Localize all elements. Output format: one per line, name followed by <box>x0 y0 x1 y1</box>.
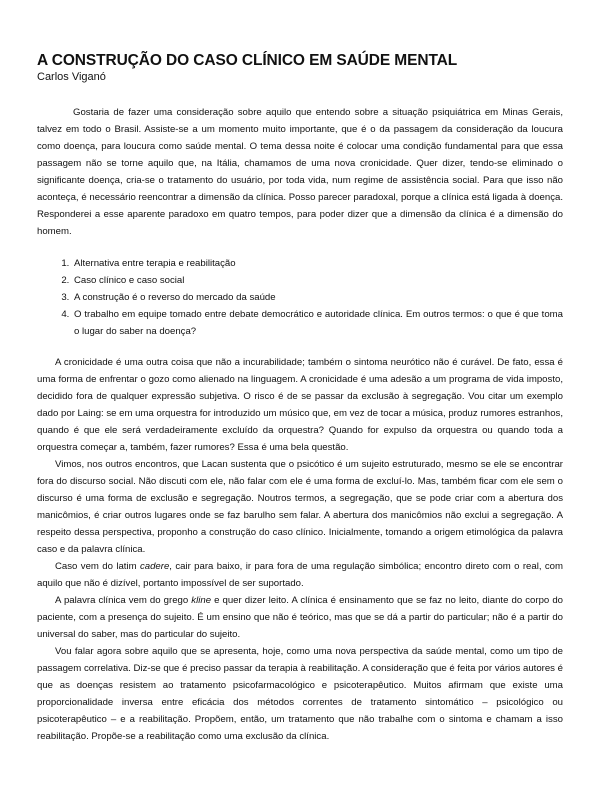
topics-list <box>37 255 563 340</box>
page-title: A CONSTRUÇÃO DO CASO CLÍNICO EM SAÚDE MENTAL <box>37 52 458 69</box>
body-paragraph <box>37 592 563 643</box>
topic-item: 1. Alternativa entre terapia e reabilitação <box>72 255 563 272</box>
author-name: Carlos Viganó <box>37 71 106 83</box>
body-text: e quer dizer leito. A clínica é ensinamento que se faz no leito, diante do corpo do paciente, com a presença do sujeito. É um ensino que não é teórico, mas que se dá a partir do particular; não é a partir do universal do saber, mas do particular do sujeito. <box>37 595 563 640</box>
body-paragraph <box>37 558 563 592</box>
body-text: , cair para baixo, ir para fora de uma regulação simbólica; encontro direto com o real, com aquilo que não é dizível, portanto impossível de ser suportado. <box>37 561 563 589</box>
body-text: Caso vem do latim <box>55 561 140 572</box>
intro-paragraph: Gostaria de fazer uma consideração sobre aquilo que entendo sobre a situação psiquiátrica em Minas Gerais, talvez em todo o Brasil. Assiste-se a um momento muito importante, que é o da passagem da consideração da loucura como doença, para loucura como saúde mental. O tema dessa noite é colocar uma condição fundamental para que essa passagem não se torne aquilo que, na Itália, chamamos de uma nova cronicidade. Quer dizer, tendo-se eliminado o significante doença, cria-se o tratamento do usuário, por toda vida, num regime de assistência social. Para que isso não aconteça, é necessário reencontrar a dimensão da clínica. Posso parecer paradoxal, porque a clínica está ligada à doença. Responderei a esse aparente paradoxo em quatro tempos, para poder dizer que a dimensão da clínica é a dimensão do homem. <box>37 107 563 237</box>
topic-item: 3. A construção é o reverso do mercado da saúde <box>72 289 563 306</box>
body-text: A palavra clínica vem do grego <box>55 595 192 606</box>
body-paragraph: Vimos, nos outros encontros, que Lacan sustenta que o psicótico é um sujeito estruturado, mesmo se ele se encontrar fora do discurso social. Não discuti com ele, não falar com ele é uma forma de excluí-lo. Mas, também ficar com ele sem o discurso é uma forma de exclusão e segregação. Noutros termos, a segregação, que se pode criar com a abertura dos manicômios, é criar outros lugares onde se faz barulho sem falar. A abertura dos manicômios não exclui a segregação. A respeito dessa perspectiva, proponho a construção do caso clínico. Inicialmente, tomando a origem etimológica da palavra caso e da palavra clínica. <box>37 459 563 555</box>
topic-item: 4. O trabalho em equipe tomado entre debate democrático e autoridade clínica. Em outros termos: o que é que toma o lugar do saber na doença? <box>72 306 563 340</box>
latin-term: cadere <box>139 561 170 572</box>
greek-term: kline <box>191 595 212 606</box>
topic-item: 2. Caso clínico e caso social <box>72 272 563 289</box>
body-paragraph: A cronicidade é uma outra coisa que não a incurabilidade; também o sintoma neurótico não é curável. De fato, essa é uma forma de enfrentar o gozo como alienado na linguagem. A cronicidade é uma adesão a um programa de vida imposto, decidido fora de qualquer expressão subjetiva. O risco é de se passar da exclusão à segregação. Vou citar um exemplo dado por Laing: se em uma orquestra for introduzido um músico que, em vez de tocar a música, produz rumores estranhos, quando é que ele será verdadeiramente excluído da orquestra? Quando for expulso da orquestra ou quando toda a orquestra começar a, também, fazer rumores? Essa é uma bela questão. <box>37 357 563 453</box>
body-paragraph: Vou falar agora sobre aquilo que se apresenta, hoje, como uma nova perspectiva da saúde mental, como um tipo de passagem correlativa. Diz-se que é preciso passar da terapia à reabilitação. A consideração que é feita por vários autores é que as doenças resistem ao tratamento psicofarmacológico e psicoterapêutico. Muitos afirmam que existe uma proporcionalidade inversa entre eficácia dos métodos correntes de tratamento sintomático – psicológico ou psicoterapêutico – e a reabilitação. Propõem, então, um tratamento que não trabalhe com o sintoma e chamam a isso reabilitação. Propõe-se a reabilitação como uma exclusão da clínica. <box>37 646 563 742</box>
